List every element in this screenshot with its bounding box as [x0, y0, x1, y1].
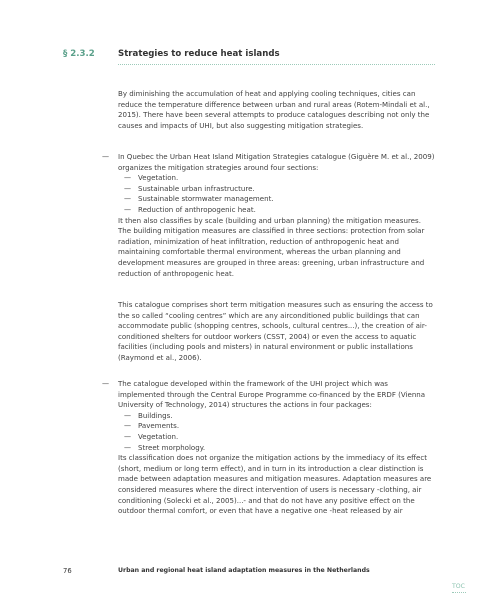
list-item-text: Pavements.	[138, 421, 180, 431]
toc-link[interactable]: TOC	[452, 583, 465, 590]
cooling-centres-paragraph	[118, 300, 436, 364]
bullet-dash: —	[124, 173, 132, 183]
list-item-text: Buildings.	[138, 410, 173, 420]
list-item-text: Vegetation.	[138, 431, 179, 441]
toc-divider	[452, 592, 466, 593]
footer-title: Urban and regional heat island adaptation measures in the Netherlands	[118, 567, 370, 574]
list-item	[118, 205, 436, 216]
bullet-dash: —	[124, 204, 132, 214]
page-number: 76	[63, 567, 72, 575]
quebec-sections-list	[118, 173, 436, 215]
uhi-block	[102, 379, 436, 517]
heading-divider	[118, 64, 435, 65]
bullet-dash: —	[124, 442, 132, 452]
list-item	[118, 194, 436, 205]
intro-paragraph	[118, 89, 436, 131]
uhi-classification-text: Its classification does not organize the mitigation actions by the immediacy of its effect (short, medium or long term effect), and in turn in its introduction a clear distinction is made between adaptation measures and mitigation measures. Adaptation measures are considered measures where the direct intervention of users is necessary -clothing, air conditioning (Solecki et al., 2005)...- and that do not have any positive effect on the outdoor thermal comfort, or even that have a negative one -heat released by air	[118, 453, 432, 516]
list-item-text: Sustainable stormwater management.	[138, 194, 274, 204]
list-item-text: Sustainable urban infrastructure.	[138, 183, 255, 193]
quebec-lead: In Quebec the Urban Heat Island Mitigation Strategies catalogue (Giguère M. et al., 2009) organizes the mitigation strategies around four sections:	[118, 152, 435, 172]
intro-text: By diminishing the accumulation of heat and applying cooling techniques, cities can reduce the temperature difference between urban and rural areas (Rotem-Mindali et al., 2015). There have been several attempts to produce catalogues describing not only the causes and impacts of UHI, but also suggesting mitigation strategies.	[118, 89, 430, 130]
section-number: § 2.3.2	[63, 49, 95, 59]
quebec-block	[102, 152, 436, 279]
cooling-centres-text: This catalogue comprises short term mitigation measures such as ensuring the access to the so called “cooling centres” which are any airconditioned public buildings that can accommodate public (shopping centres, schools, cultural centres...), the creation of air-conditioned shelters for outdoor workers (CSST, 2004) or even the access to aquatic facilities (including pools and misters) in natural environment or public installations (Raymond et al., 2006).	[118, 300, 433, 362]
bullet-dash: —	[124, 431, 132, 441]
bullet-dash: —	[124, 183, 132, 193]
bullet-dash: —	[124, 194, 132, 204]
paragraph-dash: —	[102, 152, 110, 161]
section-title: Strategies to reduce heat islands	[118, 49, 280, 59]
quebec-classification-text: It then also classifies by scale (building and urban planning) the mitigation measures. The building mitigation measures are classified in three sections: protection from solar radiation, minimization of heat infiltration, reduction of anthropogenic heat and maintaining comfortable thermal environment, whereas the urban planning and development measures are grouped in three areas: greening, urban infrastructure and reduction of anthropogenic heat.	[118, 215, 425, 278]
list-item	[118, 184, 436, 195]
list-item	[118, 443, 436, 454]
page-footer	[0, 567, 486, 579]
list-item	[118, 411, 436, 422]
list-item-text: Vegetation.	[138, 173, 179, 183]
list-item-text: Reduction of anthropogenic heat.	[138, 204, 256, 214]
list-item	[118, 421, 436, 432]
bullet-dash: —	[124, 410, 132, 420]
bullet-dash: —	[124, 421, 132, 431]
uhi-lead: The catalogue developed within the framework of the UHI project which was implemented through the Central Europe Programme co-financed by the ERDF (Vienna University of Technology, 2014) structures the actions in four packages:	[118, 379, 426, 410]
section-heading	[0, 49, 486, 63]
paragraph-dash: —	[102, 379, 110, 388]
uhi-packages-list	[118, 411, 436, 453]
list-item	[118, 173, 436, 184]
list-item	[118, 432, 436, 443]
list-item-text: Street morphology.	[138, 442, 206, 452]
